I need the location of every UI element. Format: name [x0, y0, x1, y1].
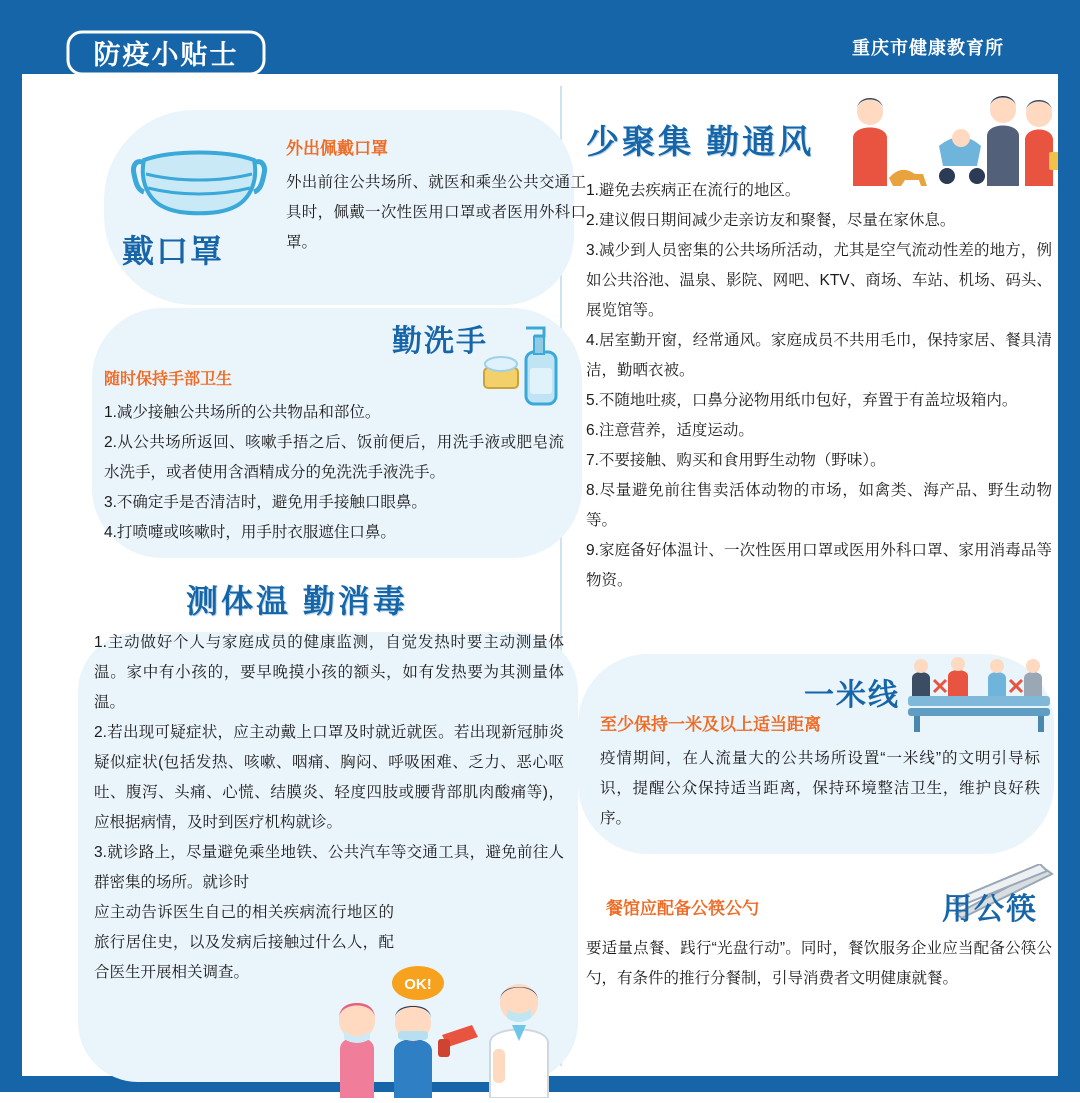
mask-label: 戴口罩	[122, 233, 225, 269]
wash-title: 勤洗手	[392, 325, 488, 358]
gather-item-7: 7.不要接触、购买和食用野生动物（野味）。	[586, 452, 886, 469]
gather-item-8: 8.尽量避免前往售卖活体动物的市场，如禽类、海产品、野生动物等。	[586, 482, 1052, 529]
svg-text:OK!: OK!	[404, 976, 432, 993]
chopsticks-title: 用公筷	[942, 893, 1038, 926]
mask-body: 外出前往公共场所、就医和乘坐公共交通工具时，佩戴一次性医用口罩或者医用外科口罩。	[286, 174, 586, 251]
family-walking-illustration	[843, 86, 1058, 186]
meterline-subtitle: 至少保持一米及以上适当距离	[600, 715, 821, 734]
temperature-item-2: 2.若出现可疑症状，应主动戴上口罩及时就近就医。若出现新冠肺炎疑似症状(包括发热、咳嗽、咽痛、胸闷、呼吸困难、乏力、恶心呕吐、腹泻、头痛、心慌、结膜炎、轻度四肢或腰背部肌肉酸痛等)，应根据病情，及时到医疗机构就诊。	[94, 724, 564, 831]
wash-item-3: 3.不确定手是否清洁时，避免用手接触口眼鼻。	[104, 494, 427, 511]
bench-distancing-illustration	[904, 656, 1054, 734]
section-mask	[74, 100, 586, 290]
wash-item-1: 1.减少接触公共场所的公共物品和部位。	[104, 404, 381, 421]
gather-body	[586, 176, 1052, 596]
meterline-body: 疫情期间，在人流量大的公共场所设置“一米线”的文明引导标识，提醒公众保持适当距离，保持环境整洁卫生，维护良好秩序。	[600, 750, 1040, 827]
wash-item-2: 2.从公共场所返回、咳嗽手捂之后、饭前便后，用洗手液或肥皂流水洗手，或者使用含酒精成分的免洗洗手液洗手。	[104, 434, 564, 481]
temperature-body	[94, 628, 564, 988]
wash-subtitle: 随时保持手部卫生	[104, 371, 233, 388]
svg-text:防疫小贴士: 防疫小贴士	[93, 40, 239, 70]
gather-item-4: 4.居室勤开窗，经常通风。家庭成员不共用毛巾，保持家居、餐具清洁，勤晒衣被。	[586, 332, 1052, 379]
chopsticks-subtitle: 餐馆应配备公筷公勺	[606, 899, 759, 918]
wash-body	[104, 398, 564, 548]
thermometer-check-illustration	[322, 963, 572, 1098]
organization-name: 重庆市健康教育所	[852, 38, 1004, 58]
gather-item-1: 1.避免去疾病正在流行的地区。	[586, 182, 801, 199]
section-wash-hands	[74, 294, 574, 564]
face-mask-icon	[124, 132, 274, 232]
section-meter-line	[568, 646, 1058, 856]
gather-item-2: 2.建议假日期间减少走亲访友和聚餐，尽量在家休息。	[586, 212, 956, 229]
poster-badge	[66, 26, 266, 82]
temperature-item-1: 1.主动做好个人与家庭成员的健康监测，自觉发热时要主动测量体温。家中有小孩的，要早晚摸小孩的额头，如有发热要为其测量体温。	[94, 634, 564, 711]
section-chopsticks	[568, 878, 1058, 1068]
gather-item-6: 6.注意营养，适度运动。	[586, 422, 754, 439]
gather-item-3: 3.减少到人员密集的公共场所活动，尤其是空气流动性差的地方，例如公共浴池、温泉、影院、网吧、KTV、商场、车站、机场、码头、展览馆等。	[586, 242, 1052, 319]
mask-subtitle: 外出佩戴口罩	[286, 139, 388, 158]
temperature-title: 测体温 勤消毒	[186, 583, 408, 619]
gather-item-9: 9.家庭备好体温计、一次性医用口罩或医用外科口罩、家用消毒品等物资。	[586, 542, 1052, 589]
section-temperature	[68, 572, 578, 1092]
temperature-item-3-wide: 3.就诊路上，尽量避免乘坐地铁、公共汽车等交通工具，避免前往人群密集的场所。就诊时	[94, 844, 564, 891]
temperature-item-3-narrow: 应主动告诉医生自己的相关疾病流行地区的旅行居住史，以及发病后接触过什么人，配合医生开展相关调查。	[94, 904, 394, 981]
gather-item-5: 5.不随地吐痰，口鼻分泌物用纸巾包好，弃置于有盖垃圾箱内。	[586, 392, 1018, 409]
gather-title: 少聚集 勤通风	[586, 123, 815, 160]
meterline-title: 一米线	[804, 679, 900, 712]
chopsticks-body: 要适量点餐、践行“光盘行动”。同时，餐饮服务企业应当配备公筷公勺，有条件的推行分餐制，引导消费者文明健康就餐。	[586, 940, 1052, 987]
wash-item-4: 4.打喷嚏或咳嗽时，用手肘衣服遮住口鼻。	[104, 524, 396, 541]
